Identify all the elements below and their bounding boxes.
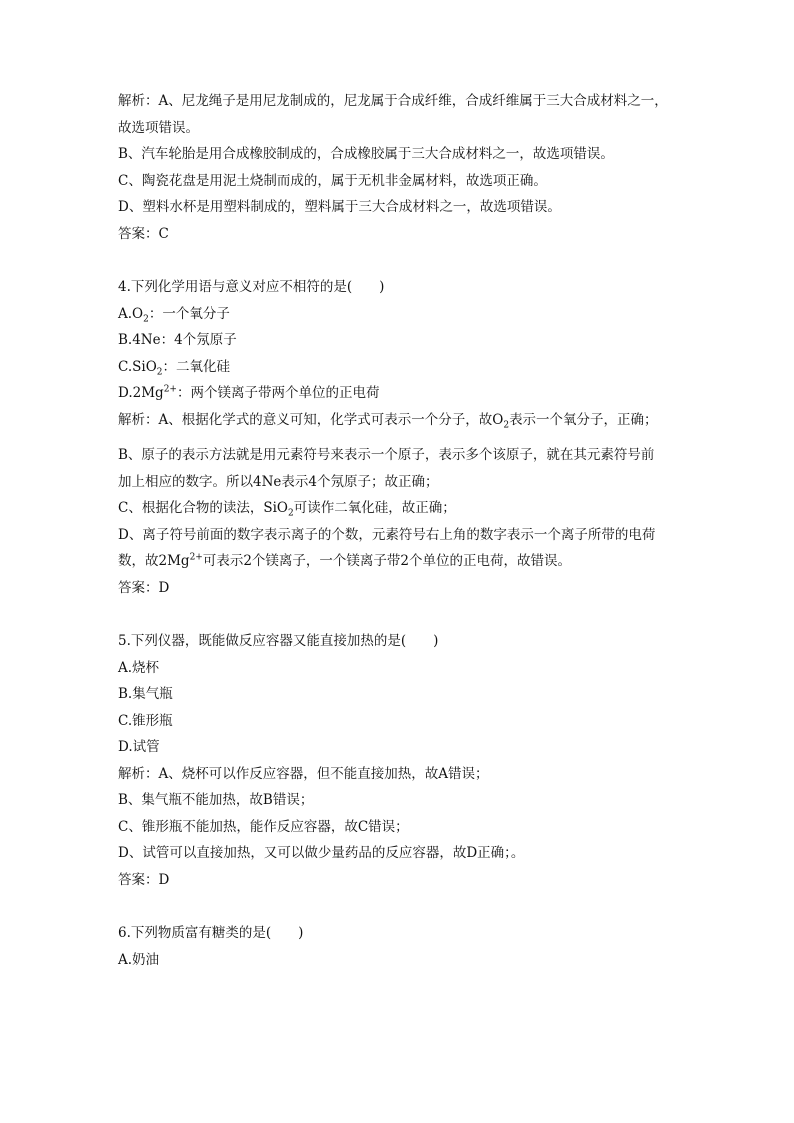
subscript: 2 (143, 314, 149, 325)
option-b: B.4Ne：4个氖原子 (118, 332, 237, 348)
question-6: 6.下列物质富有糖类的是( ) (118, 925, 304, 941)
analysis-text: 解析：A、根据化学式的意义可知，化学式可表示一个分子，故O (118, 411, 504, 428)
analysis-line: 解析：A、烧杯可以作反应容器，但不能直接加热，故A错误； (118, 765, 489, 782)
superscript: 2+ (189, 552, 203, 563)
paragraph-gap (118, 437, 718, 446)
document-page (118, 92, 718, 977)
analysis-text: 表示一个氧分子，正确； (509, 411, 658, 428)
option-text: ：二氧化硅 (162, 358, 231, 375)
option-text: C.SiO (118, 358, 157, 375)
analysis-line: B、集气瓶不能加热，故B错误； (118, 792, 314, 808)
analysis-text: 可读作二氧化硅，故正确； (293, 500, 456, 516)
option-c (118, 358, 718, 376)
analysis-line: 加上相应的数字。所以4Ne表示4个氖原子；故正确； (118, 473, 439, 490)
analysis-text: C、根据化合物的读法，SiO (118, 500, 288, 516)
section-gap (118, 251, 718, 278)
analysis-line (118, 499, 718, 517)
analysis-line: 解析：A、尼龙绳子是用尼龙制成的，尼龙属于合成纤维，合成纤维属于三大合成材料之一， (118, 93, 668, 109)
option-d (118, 384, 718, 402)
answer-line: 答案：C (118, 225, 169, 242)
analysis-line: B、汽车轮胎是用合成橡胶制成的，合成橡胶属于三大合成材料之一，故选项错误。 (118, 146, 614, 162)
section-gap (118, 897, 718, 924)
analysis-line: D、试管可以直接加热，又可以做少量药品的反应容器，故D正确；。 (118, 845, 525, 861)
analysis-line: D、离子符号前面的数字表示离子的个数，元素符号右上角的数字表示一个离子所带的电荷 (118, 526, 656, 543)
analysis-line: B、原子的表示方法就是用元素符号来表示一个原子，表示多个该原子，就在其元素符号前 (118, 447, 655, 463)
option-a: A.奶油 (118, 951, 160, 968)
option-d: D.试管 (118, 739, 160, 755)
question-5: 5.下列仪器，既能做反应容器又能直接加热的是( ) (118, 633, 439, 649)
subscript: 2 (156, 367, 163, 378)
option-b: B.集气瓶 (118, 686, 173, 702)
analysis-line: C、锥形瓶不能加热，能作反应容器，故C错误； (118, 818, 409, 835)
answer-line: 答案：D (118, 871, 170, 888)
analysis-line: C、陶瓷花盘是用泥土烧制而成的，属于无机非金属材料，故选项正确。 (118, 172, 547, 189)
subscript: 2 (503, 420, 510, 431)
analysis-line (118, 552, 718, 570)
analysis-line (118, 411, 718, 429)
analysis-text: 数，故2Mg (118, 553, 190, 569)
analysis-line: D、塑料水杯是用塑料制成的，塑料属于三大合成材料之一，故选项错误。 (118, 199, 561, 215)
question-4: 4.下列化学用语与意义对应不相符的是( ) (118, 279, 385, 295)
option-text: A.O (118, 305, 144, 322)
analysis-line: 故选项错误。 (118, 119, 199, 136)
option-a: A.烧杯 (118, 659, 160, 676)
subscript: 2 (287, 508, 294, 519)
option-c: C.锥形瓶 (118, 712, 173, 729)
option-a (118, 305, 718, 323)
section-gap (118, 605, 718, 632)
option-text: ：两个镁离子带两个单位的正电荷 (176, 385, 380, 401)
option-text: D.2Mg (118, 385, 164, 401)
option-text: ：一个氧分子 (148, 305, 230, 322)
superscript: 2+ (163, 384, 177, 395)
analysis-text: 可表示2个镁离子，一个镁离子带2个单位的正电荷，故错误。 (202, 553, 572, 569)
answer-line: 答案：D (118, 579, 170, 596)
